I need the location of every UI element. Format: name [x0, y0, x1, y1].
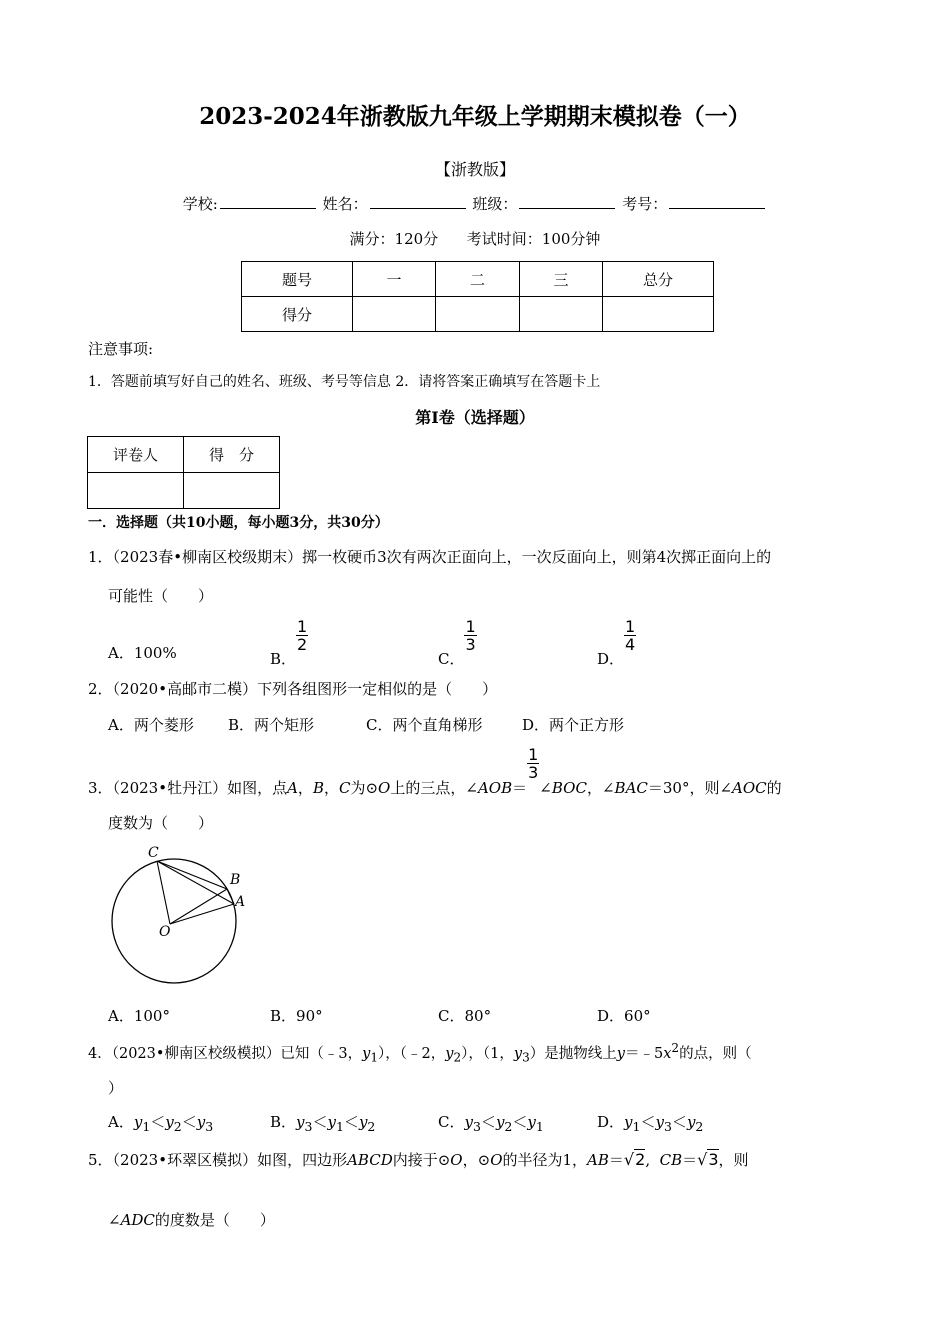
- less-than: ＜: [181, 1113, 197, 1131]
- grader-table: [87, 436, 280, 509]
- q2-option-c[interactable]: C．两个直角梯形: [366, 716, 483, 734]
- fraction-denominator: 3: [465, 635, 476, 654]
- q1-option-a[interactable]: A．100%: [108, 644, 177, 662]
- var-b: B: [312, 778, 324, 797]
- question-1-text: 1．（2023春•柳南区校级期末）掷一枚硬币3次有两次正面向上，一次反面向上，则第4次掷正面向上的: [88, 548, 772, 566]
- segment-oc: [157, 861, 170, 924]
- volume-title: 第Ⅰ卷（选择题）: [415, 408, 535, 427]
- q2-option-b[interactable]: B．两个矩形: [228, 716, 315, 734]
- sqrt: √2: [623, 1150, 646, 1169]
- q3-text-part: 3．（2023•牡丹江）如图，点: [88, 778, 288, 797]
- var-y: y: [362, 1045, 371, 1062]
- var-y: y: [358, 1113, 368, 1131]
- q3-text-part: [539, 779, 781, 797]
- page-title: 2023-2024年浙教版九年级上学期期末模拟卷（一）: [199, 103, 751, 130]
- q3-option-b[interactable]: B．90°: [270, 1007, 323, 1025]
- q4-text-part: ），（﹣2，: [378, 1045, 446, 1062]
- q1-option-c[interactable]: [438, 617, 477, 668]
- circle-figure: [100, 838, 260, 988]
- less-than: ＜: [512, 1113, 528, 1131]
- subscript: 3: [472, 1119, 481, 1134]
- var-y: y: [445, 1045, 454, 1062]
- var-x: x: [663, 1045, 672, 1062]
- var-y: y: [624, 1113, 633, 1131]
- q3-text-part: ，: [586, 778, 602, 797]
- less-than: ＜: [343, 1113, 359, 1131]
- school-blank[interactable]: [220, 194, 316, 209]
- var-a: A: [287, 778, 298, 797]
- less-than: ＜: [671, 1113, 687, 1131]
- var-o: O: [378, 778, 391, 797]
- q3-text-part: ＝30°，则∠: [647, 778, 733, 797]
- class-label: 班级：: [472, 195, 518, 213]
- subscript: 2: [453, 1050, 462, 1065]
- radicand: 3: [708, 1150, 719, 1169]
- subscript: 3: [205, 1119, 214, 1134]
- notes-heading: 注意事项:: [88, 340, 154, 358]
- q3-text-part: [88, 779, 527, 797]
- var-bac: BAC: [614, 778, 648, 797]
- score-cell[interactable]: [603, 297, 714, 332]
- score-header-cell: 题号: [242, 262, 353, 297]
- var-cb: CB: [659, 1151, 683, 1169]
- q4-text-part: 4．（2023•柳南区校级模拟）已知（﹣3，: [88, 1045, 363, 1062]
- subscript: 1: [535, 1119, 544, 1134]
- less-than: ＜: [640, 1113, 656, 1131]
- score-table: [241, 261, 714, 332]
- q3-option-a[interactable]: A．100°: [108, 1007, 170, 1025]
- exam-number-label: 考号：: [622, 195, 668, 213]
- question-4-text: [88, 1041, 752, 1065]
- segment-oa: [170, 904, 234, 924]
- question-3-text-cont: 度数为（ ）: [108, 814, 214, 832]
- subscript: 3: [522, 1050, 530, 1065]
- q3-text-part: ，: [323, 778, 339, 797]
- question-5-text-cont: [108, 1209, 275, 1230]
- fraction-numerator: 1: [528, 745, 539, 764]
- grader-header-cell: 评卷人: [88, 437, 184, 473]
- subscript: 1: [142, 1119, 151, 1134]
- subscript: 2: [173, 1119, 182, 1134]
- var-y: y: [165, 1113, 174, 1131]
- q4-text-part: ）是抛物线上: [529, 1045, 617, 1062]
- q4-option-b[interactable]: [270, 1111, 375, 1134]
- var-y: y: [464, 1113, 473, 1131]
- q4-option-d[interactable]: [597, 1111, 703, 1134]
- q2-option-d[interactable]: D．两个正方形: [522, 716, 625, 734]
- q4-text-part: ），（1，: [461, 1045, 514, 1062]
- grader-cell[interactable]: [184, 473, 280, 509]
- question-2-text: 2．（2020•高邮市二模）下列各组图形一定相似的是（ ）: [88, 680, 498, 698]
- q3-text-part: 上的三点，∠: [390, 778, 478, 797]
- score-row-label: 得分: [242, 297, 353, 332]
- point-label-b: B: [230, 872, 241, 888]
- fraction-denominator: 4: [625, 635, 636, 654]
- subscript: 1: [370, 1050, 379, 1065]
- q1-option-b[interactable]: [270, 617, 308, 668]
- grader-header-cell: 得 分: [184, 437, 280, 473]
- fraction-numerator: 1: [297, 617, 308, 636]
- score-table-row: [242, 297, 714, 332]
- student-info-line: [0, 193, 950, 214]
- var-o: O: [450, 1151, 463, 1169]
- notes-content: 1．答题前填写好自己的姓名、班级、考号等信息 2．请将答案正确填写在答题卡上: [88, 374, 601, 390]
- exam-number-blank[interactable]: [669, 194, 765, 209]
- q4-option-label: B．: [270, 1113, 297, 1131]
- var-y: y: [327, 1113, 336, 1131]
- fraction-denominator: 3: [528, 763, 539, 782]
- q1-option-d-label: D．: [597, 649, 625, 668]
- score-cell[interactable]: [436, 297, 520, 332]
- section-heading: 一．选择题（共10小题，每小题3分，共30分）: [88, 515, 389, 531]
- segment-ob: [170, 889, 227, 924]
- point-label-c: C: [148, 845, 159, 861]
- q3-text-part: 为⊙: [350, 778, 379, 797]
- var-o: O: [490, 1151, 503, 1169]
- var-c: C: [338, 778, 351, 797]
- var-y: y: [655, 1113, 664, 1131]
- q3-text-part: ∠: [539, 778, 552, 797]
- score-cell[interactable]: [353, 297, 436, 332]
- superscript: 2: [671, 1041, 680, 1055]
- var-ab: AB: [587, 1151, 609, 1169]
- var-y: y: [296, 1113, 305, 1131]
- q5-text-part: 5．（2023•环翠区模拟）如图，四边形: [88, 1151, 348, 1169]
- q5-text-part: ,: [645, 1151, 651, 1169]
- q5-text-part: 的度数是（ ）: [154, 1211, 275, 1229]
- var-abcd: ABCD: [347, 1151, 393, 1169]
- var-boc: BOC: [551, 778, 587, 797]
- var-y: y: [196, 1113, 206, 1131]
- name-label: 姓名：: [322, 195, 368, 213]
- fraction: [296, 618, 308, 653]
- subscript: 3: [663, 1119, 672, 1134]
- var-adc: ADC: [120, 1211, 155, 1229]
- q1-option-d[interactable]: [597, 617, 636, 668]
- exam-meta: [0, 228, 950, 249]
- full-score: 满分：120分: [349, 230, 439, 248]
- subscript: 3: [304, 1119, 313, 1134]
- less-than: ＜: [312, 1113, 328, 1131]
- q4-option-label: A．: [108, 1113, 134, 1131]
- fraction: [527, 746, 539, 781]
- q5-text-part: ∠: [108, 1211, 121, 1229]
- q5-text-part: ＝: [682, 1151, 698, 1169]
- fraction: [464, 618, 476, 653]
- q4-option-label: C．: [438, 1113, 465, 1131]
- q5-text-part: ＝: [608, 1151, 624, 1169]
- var-y: y: [686, 1113, 696, 1131]
- q4-text-part: 的点，则（: [679, 1045, 752, 1062]
- score-cell[interactable]: [520, 297, 603, 332]
- q3-option-c[interactable]: C．80°: [438, 1007, 492, 1025]
- score-header-cell: 二: [436, 262, 520, 297]
- q4-text-part: ＝﹣5: [625, 1045, 664, 1062]
- q3-text-part: 的: [766, 778, 782, 797]
- fraction: [624, 618, 636, 653]
- question-3-text: [88, 745, 782, 797]
- subscript: 1: [632, 1119, 641, 1134]
- q5-text-part: ，⊙: [462, 1151, 491, 1169]
- q4-option-c[interactable]: [438, 1111, 544, 1134]
- subscript: 2: [504, 1119, 513, 1134]
- var-y: y: [527, 1113, 536, 1131]
- subscript: 2: [367, 1119, 376, 1134]
- var-aoc: AOC: [732, 778, 767, 797]
- point-label-o: O: [159, 924, 171, 940]
- less-than: ＜: [480, 1113, 496, 1131]
- exam-time: 考试时间：100分钟: [466, 230, 601, 248]
- score-header-cell: 一: [353, 262, 436, 297]
- fraction-numerator: 1: [465, 617, 476, 636]
- name-blank[interactable]: [370, 194, 466, 209]
- q3-text-part: ＝: [512, 778, 528, 797]
- q3-text-part: ，: [297, 778, 313, 797]
- score-header-cell: 三: [520, 262, 603, 297]
- grader-cell[interactable]: [88, 473, 184, 509]
- question-1-text-cont: 可能性（ ）: [108, 587, 214, 605]
- question-4-text-cont: ）: [108, 1079, 124, 1097]
- edition-label: 【浙教版】: [434, 160, 515, 179]
- score-table-header-row: [242, 262, 714, 297]
- subscript: 2: [695, 1119, 704, 1134]
- question-5-text: [88, 1149, 749, 1170]
- school-label: 学校:: [182, 195, 218, 213]
- q4-option-a[interactable]: [108, 1111, 213, 1134]
- q5-text-part: 内接于⊙: [392, 1151, 451, 1169]
- q5-text-part: ，则: [718, 1151, 749, 1169]
- score-header-cell: 总分: [603, 262, 714, 297]
- radicand: 2: [635, 1150, 646, 1169]
- point-label-a: A: [235, 894, 246, 910]
- subscript: 1: [335, 1119, 344, 1134]
- fraction-numerator: 1: [625, 617, 636, 636]
- sqrt: √3: [697, 1150, 719, 1169]
- less-than: ＜: [150, 1113, 166, 1131]
- q3-text-part: ∠: [601, 778, 615, 797]
- var-y: y: [133, 1113, 143, 1131]
- var-y: y: [616, 1045, 625, 1062]
- q1-option-c-label: C．: [438, 649, 465, 668]
- var-y: y: [495, 1113, 505, 1131]
- var-y: y: [513, 1045, 523, 1062]
- var-aob: AOB: [477, 778, 513, 797]
- q5-text-part: 的半径为1，: [502, 1151, 588, 1169]
- fraction-denominator: 2: [297, 635, 308, 654]
- q4-option-label: D．: [597, 1113, 625, 1131]
- class-blank[interactable]: [519, 194, 615, 209]
- q1-option-b-label: B．: [270, 649, 297, 668]
- q2-option-a[interactable]: A．两个菱形: [108, 716, 194, 734]
- q3-option-d[interactable]: D．60°: [597, 1007, 651, 1025]
